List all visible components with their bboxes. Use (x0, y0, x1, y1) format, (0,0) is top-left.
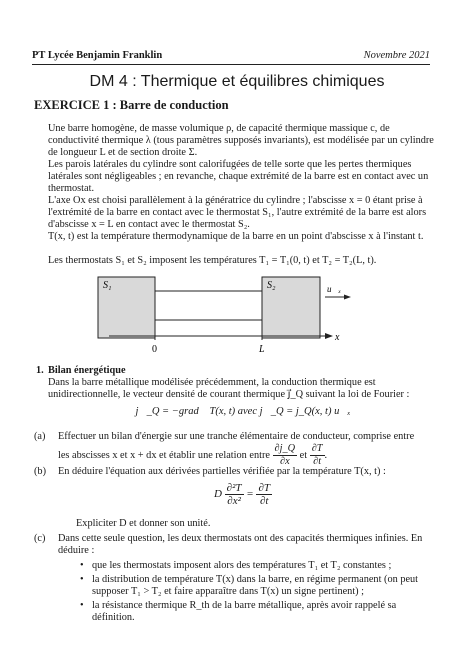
d2t-numerator: ∂²T (226, 482, 242, 494)
q1c-label: (c) (34, 533, 46, 544)
header-rule (32, 64, 430, 65)
q1b-after: Expliciter D et donner son unité. (76, 518, 211, 529)
list-item: • que les thermostats imposent alors des températures T₁ et T₂ constantes ; (92, 560, 430, 572)
ux-arrowhead (344, 295, 351, 300)
intro-paragraph-2: Les parois latérales du cylindre sont calorifugées de telle sorte que les pertes thermiques latérales sont négligeables ; en revanche, chaque extrémité de la barre est en contact avec un thermostat. (48, 159, 429, 194)
intro-paragraph-3: L'axe Ox est choisi parallèlement à la génératrice du cylindre ; l'abscisse x = 0 étant prise à l'extrémité de la barre en contact avec le thermostat S₁, l'autre extrémité de la barre est alors d'abscisse x = L en contact avec le thermostat S₂. (48, 195, 427, 230)
q1a-and: et (299, 449, 308, 461)
ux-label: u⃗ₓ (327, 284, 342, 294)
q1a-text (58, 431, 428, 468)
q1b-label: (b) (34, 466, 47, 477)
q1a-label: (a) (34, 431, 46, 442)
q1c-text: Dans cette seule question, les deux thermostats ont des capacités thermiques infinies. En déduire : (58, 533, 423, 556)
x-axis-arrow (325, 333, 333, 339)
dt-time-fraction (256, 482, 272, 507)
q1c-list (78, 560, 430, 626)
intro-paragraph-4: T(x, t) est la température thermodynamique de la barre en un point d'abscisse x à l'instant t. (48, 231, 424, 242)
bar-figure (95, 270, 395, 360)
s2-label: S₂ (267, 280, 276, 291)
q1c-bullets (78, 560, 430, 624)
heat-eq-equals: = (246, 488, 254, 501)
fourier-law: j⃗_Q = −grad⃗ T(x, t) avec j⃗_Q = j_Q(x, t) u⃗ₓ (135, 406, 351, 417)
intro-paragraph-5: Les thermostats S₁ et S₂ imposent les températures T₁ = T₁(0, t) et T₂ = T₂(L, t). (48, 255, 377, 266)
djq-numerator: ∂j_Q (274, 443, 296, 454)
d2t-denominator: ∂x² (227, 495, 241, 507)
conduction-bar (155, 291, 262, 320)
exercise-label: EXERCICE 1 : (34, 98, 117, 112)
header-school: PT Lycée Benjamin Franklin (32, 50, 163, 61)
heat-eq-d: D (213, 488, 222, 501)
s1-label: S₁ (103, 280, 112, 291)
exercise-name: Barre de conduction (119, 98, 229, 112)
page-title: DM 4 : Thermique et équilibres chimiques (89, 73, 385, 90)
heat-equation (58, 482, 428, 507)
q1a-end: . (324, 449, 328, 461)
d2t-dx2-fraction (225, 482, 244, 507)
list-item: • la résistance thermique R_th de la barre métallique, après avoir rappelé sa définition. (92, 600, 430, 624)
x-axis-label: x (335, 332, 340, 343)
dt-dt-fraction (310, 443, 325, 468)
q1-heading: Bilan énergétique (48, 365, 126, 376)
list-item: • la distribution de température T(x) dans la barre, en régime permanent (on peut supposer T₁ > T₂ et faire apparaître dans T(x) un signe pertinent) ; (92, 574, 430, 598)
x0-label: 0 (152, 344, 157, 355)
intro-paragraph-1: Une barre homogène, de masse volumique ρ, de capacité thermique massique c, de conductivité thermique λ (tous paramètres supposés invariants), est modélisée par un cylindre de longueur L et de section droite Σ. (48, 123, 434, 158)
dt-denominator: ∂t (313, 456, 322, 467)
exercise-title (34, 98, 229, 113)
q1b-text: En déduire l'équation aux dérivées partielles vérifiée par la température T(x, t) : (58, 466, 386, 477)
djq-dx-fraction (273, 443, 298, 468)
q1-text: Dans la barre métallique modélisée précédemment, la conduction thermique est unidirectionnelle, le vecteur densité de courant thermique j⃗_Q suivant la loi de Fourier : (48, 377, 410, 400)
header-date: Novembre 2021 (363, 50, 430, 61)
dt-time-numerator: ∂T (258, 482, 271, 494)
djq-denominator: ∂x (279, 456, 290, 467)
thermostat-s1 (98, 277, 155, 338)
q1-number: 1. (36, 365, 44, 376)
q1a-text-body: Effectuer un bilan d'énergie sur une tranche élémentaire de conducteur, comprise entre les abscisses x et x + dx et établir une relation entre (58, 431, 415, 461)
thermostat-s2 (262, 277, 320, 338)
xl-label: L (259, 344, 265, 355)
dt-numerator: ∂T (311, 443, 323, 454)
dt-time-denominator: ∂t (260, 495, 269, 507)
